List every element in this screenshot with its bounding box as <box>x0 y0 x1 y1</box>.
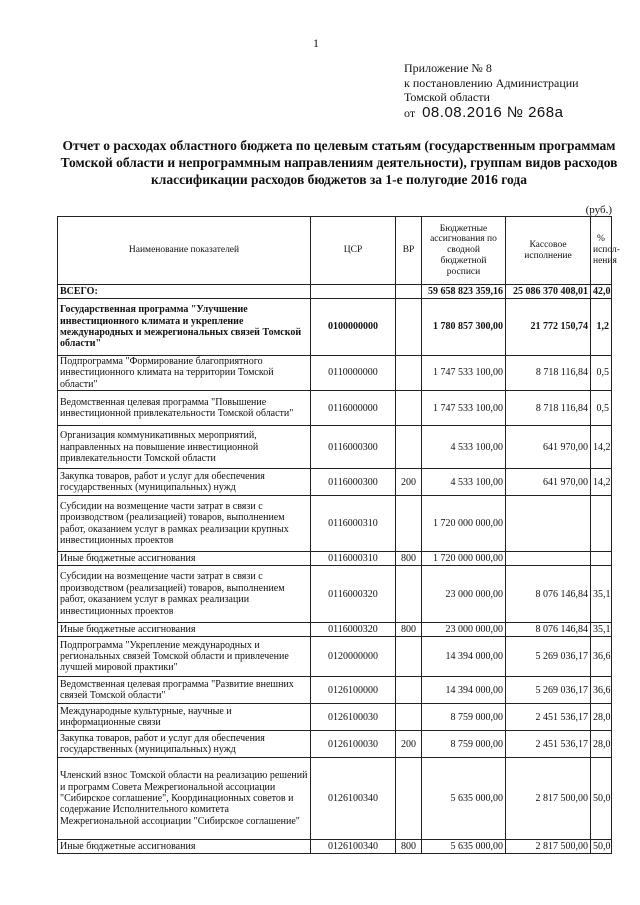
row-pct: 28,0 <box>591 704 612 731</box>
row-vr <box>396 637 422 677</box>
row-name: Субсидии на возмещение части затрат в связи с производством (реализацией) товаров, выполнением работ, оказанием услуг в рамках реализации крупных инвестиционных проектов <box>58 496 311 552</box>
row-name: Закупка товаров, работ и услуг для обеспечения государственных (муниципальных) нужд <box>58 469 311 496</box>
budget-table <box>57 216 620 854</box>
row-pct: 50,0 <box>591 840 612 854</box>
row-cash: 21 772 150,74 <box>506 299 591 356</box>
table-row <box>58 299 612 356</box>
row-vr: 800 <box>396 623 422 637</box>
row-budget: 8 759 000,00 <box>422 704 506 731</box>
row-csr: 0126100340 <box>311 758 396 840</box>
row-cash: 641 970,00 <box>506 469 591 496</box>
row-csr: 0116000300 <box>311 469 396 496</box>
row-budget: 8 759 000,00 <box>422 731 506 758</box>
row-name: Организация коммуникативных мероприятий, направленных на повышение инвестиционной привлекательности Томской области <box>58 426 311 469</box>
row-name: Ведомственная целевая программа "Повышение инвестиционной привлекательности Томской области" <box>58 391 311 426</box>
annex-line-2: к постановлению Администрации <box>404 75 579 90</box>
row-vr: 800 <box>396 552 422 566</box>
row-name: Международные культурные, научные и информационные связи <box>58 704 311 731</box>
row-name: Иные бюджетные ассигнования <box>58 623 311 637</box>
row-csr: 0100000000 <box>311 299 396 356</box>
header-cash: Кассовое исполнение <box>506 217 591 285</box>
table-row <box>58 704 612 731</box>
row-cash: 2 451 536,17 <box>506 704 591 731</box>
table-row <box>58 356 612 391</box>
row-csr: 0126100340 <box>311 840 396 854</box>
row-budget: 5 635 000,00 <box>422 840 506 854</box>
row-vr <box>396 356 422 391</box>
row-vr: 200 <box>396 469 422 496</box>
row-csr: 0116000300 <box>311 426 396 469</box>
row-csr: 0116000310 <box>311 496 396 552</box>
row-budget: 5 635 000,00 <box>422 758 506 840</box>
row-pct <box>591 552 612 566</box>
row-csr: 0116000000 <box>311 391 396 426</box>
row-csr: 0126100030 <box>311 731 396 758</box>
row-cash: 641 970,00 <box>506 426 591 469</box>
table-row <box>58 391 612 426</box>
annex-line-1: Приложение № 8 <box>404 61 492 75</box>
row-csr: 0116000320 <box>311 623 396 637</box>
table-row <box>58 285 612 299</box>
row-csr: 0116000310 <box>311 552 396 566</box>
header-name: Наименование показателей <box>58 217 311 285</box>
row-cash <box>506 552 591 566</box>
table-row <box>58 496 612 552</box>
row-csr: 0126100030 <box>311 704 396 731</box>
row-vr <box>396 426 422 469</box>
row-name: Подпрограмма "Укрепление международных и региональных связей Томской области и привлечение лучшей мировой практики" <box>58 637 311 677</box>
row-name: Иные бюджетные ассигнования <box>58 552 311 566</box>
row-cash: 2 817 500,00 <box>506 758 591 840</box>
table-row <box>58 677 612 704</box>
table-header-row <box>58 217 612 285</box>
row-pct: 36,6 <box>591 677 612 704</box>
row-pct: 42,0 <box>591 285 612 299</box>
row-name: Закупка товаров, работ и услуг для обеспечения государственных (муниципальных) нужд <box>58 731 311 758</box>
row-cash: 2 817 500,00 <box>506 840 591 854</box>
row-budget: 14 394 000,00 <box>422 637 506 677</box>
header-csr: ЦСР <box>311 217 396 285</box>
annex-block <box>404 61 579 120</box>
row-budget: 1 780 857 300,00 <box>422 299 506 356</box>
row-cash: 8 718 116,84 <box>506 391 591 426</box>
date-prefix: от <box>404 105 416 120</box>
row-name: ВСЕГО: <box>58 285 311 299</box>
row-vr <box>396 704 422 731</box>
row-pct: 36,6 <box>591 637 612 677</box>
table-row <box>58 469 612 496</box>
page-number: 1 <box>313 36 319 50</box>
row-cash <box>506 496 591 552</box>
row-csr: 0110000000 <box>311 356 396 391</box>
row-vr <box>396 299 422 356</box>
row-vr <box>396 391 422 426</box>
row-vr <box>396 496 422 552</box>
row-budget: 4 533 100,00 <box>422 469 506 496</box>
row-name: Субсидии на возмещение части затрат в связи с производством (реализацией) товаров, выполнением работ, оказанием услуг в рамках реализации инвестиционных проектов <box>58 566 311 623</box>
row-budget: 23 000 000,00 <box>422 566 506 623</box>
row-vr: 800 <box>396 840 422 854</box>
row-pct: 0,5 <box>591 356 612 391</box>
header-budget: Бюджетные ассигнования по сводной бюджетной росписи <box>422 217 506 285</box>
row-vr <box>396 677 422 704</box>
annex-line-3: Томской области <box>404 90 490 104</box>
row-pct: 28,0 <box>591 731 612 758</box>
row-name: Иные бюджетные ассигнования <box>58 840 311 854</box>
row-pct: 0,5 <box>591 391 612 426</box>
row-csr <box>311 285 396 299</box>
row-pct: 50,0 <box>591 758 612 840</box>
row-pct: 1,2 <box>591 299 612 356</box>
row-csr: 0126100000 <box>311 677 396 704</box>
row-pct: 35,1 <box>591 623 612 637</box>
header-pct: % испол-нения <box>591 217 612 285</box>
row-cash: 2 451 536,17 <box>506 731 591 758</box>
row-vr <box>396 758 422 840</box>
row-cash: 8 718 116,84 <box>506 356 591 391</box>
row-name: Ведомственная целевая программа "Развитие внешних связей Томской области" <box>58 677 311 704</box>
row-budget: 1 747 533 100,00 <box>422 391 506 426</box>
table-row <box>58 623 612 637</box>
report-title: Отчет о расходах областного бюджета по целевым статьям (государственным программам Томской области и непрограммным направлениям деятельности), группам видов расходов классификации расходов бюджетов за 1-е полугодие 2016 года <box>60 138 618 187</box>
row-cash: 8 076 146,84 <box>506 623 591 637</box>
annex-date-line <box>404 103 579 121</box>
row-name: Членский взнос Томской области на реализацию решений и программ Совета Межрегиональной ассоциации "Сибирское соглашение", Координационных советов и содержание Исполнительного комитета Межрегиональной ассоциации "Сибирское соглашение" <box>58 758 311 840</box>
row-budget: 1 720 000 000,00 <box>422 552 506 566</box>
row-budget: 1 720 000 000,00 <box>422 496 506 552</box>
row-csr: 0120000000 <box>311 637 396 677</box>
table-row <box>58 552 612 566</box>
row-pct: 35,1 <box>591 566 612 623</box>
row-cash: 25 086 370 408,01 <box>506 285 591 299</box>
row-csr: 0116000320 <box>311 566 396 623</box>
row-pct <box>591 496 612 552</box>
row-name: Подпрограмма "Формирование благоприятного инвестиционного климата на территории Томской области" <box>58 356 311 391</box>
row-cash: 5 269 036,17 <box>506 677 591 704</box>
annex-date: 08.08.2016 № 268а <box>422 103 564 121</box>
table-row <box>58 637 612 677</box>
table-row <box>58 566 612 623</box>
row-budget: 14 394 000,00 <box>422 677 506 704</box>
row-cash: 5 269 036,17 <box>506 637 591 677</box>
row-vr <box>396 285 422 299</box>
row-name: Государственная программа "Улучшение инвестиционного климата и укрепление международных и межрегиональных связей Томской области" <box>58 299 311 356</box>
row-pct: 14,2 <box>591 469 612 496</box>
row-vr: 200 <box>396 731 422 758</box>
row-budget: 59 658 823 359,16 <box>422 285 506 299</box>
table-row <box>58 758 612 840</box>
row-cash: 8 076 146,84 <box>506 566 591 623</box>
row-budget: 1 747 533 100,00 <box>422 356 506 391</box>
table-body <box>58 285 612 854</box>
table-row <box>58 426 612 469</box>
table-row <box>58 840 612 854</box>
header-vr: ВР <box>396 217 422 285</box>
row-pct: 14,2 <box>591 426 612 469</box>
row-budget: 23 000 000,00 <box>422 623 506 637</box>
table-row <box>58 731 612 758</box>
row-budget: 4 533 100,00 <box>422 426 506 469</box>
currency-unit: (руб.) <box>585 204 612 216</box>
row-vr <box>396 566 422 623</box>
